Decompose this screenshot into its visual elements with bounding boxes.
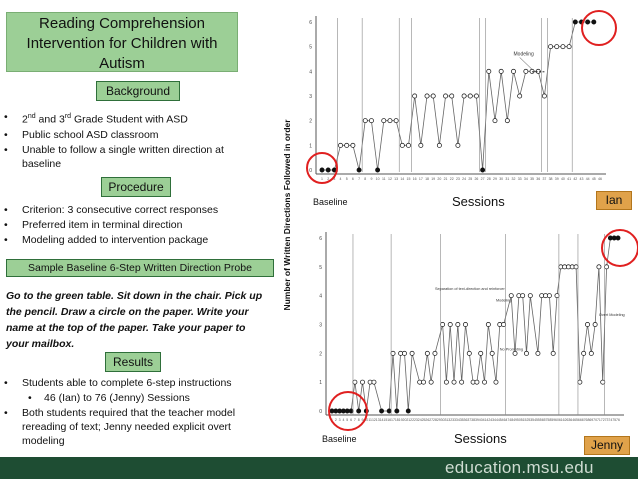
x-tick-label: 15 (406, 177, 411, 181)
x-tick-label: 35 (459, 418, 464, 422)
x-tick-label: 32 (448, 418, 453, 422)
x-tick-label: 1 (331, 418, 333, 422)
data-point (402, 351, 406, 355)
x-tick-label: 7 (358, 177, 361, 181)
x-tick-label: 22 (410, 418, 415, 422)
x-tick-label: 9 (370, 177, 373, 181)
ian-name-tag: Ian (596, 191, 632, 210)
data-point (511, 69, 515, 73)
x-tick-label: 44 (585, 177, 590, 181)
x-tick-label: 22 (449, 177, 454, 181)
data-point (592, 20, 596, 24)
y-tick-label: 2 (319, 351, 322, 358)
data-point (394, 119, 398, 123)
x-tick-label: 21 (443, 177, 448, 181)
x-tick-label: 16 (387, 418, 392, 422)
x-tick-label: 74 (608, 418, 613, 422)
x-tick-label: 23 (455, 177, 460, 181)
x-tick-label: 15 (383, 418, 388, 422)
x-tick-label: 41 (567, 177, 572, 181)
x-tick-label: 21 (406, 418, 411, 422)
procedure-item: • Preferred item in terminal direction (0, 218, 270, 232)
data-point (593, 322, 597, 326)
x-tick-label: 12 (371, 418, 376, 422)
data-point (440, 322, 444, 326)
data-point (474, 94, 478, 98)
probe-heading: Sample Baseline 6-Step Written Direction Probe (6, 259, 274, 277)
y-tick-label: 0 (309, 168, 312, 174)
data-point (345, 143, 349, 147)
x-tick-label: 5 (346, 418, 349, 422)
x-tick-label: 49 (513, 418, 517, 422)
x-tick-label: 10 (375, 177, 380, 181)
x-tick-label: 25 (468, 177, 473, 181)
x-tick-label: 36 (463, 418, 468, 422)
procedure-item: • Modeling added to intervention package (0, 233, 270, 247)
data-point (551, 351, 555, 355)
data-point (467, 351, 471, 355)
x-tick-label: 30 (440, 418, 445, 422)
data-point (530, 69, 534, 73)
x-tick-label: 17 (391, 418, 395, 422)
data-point (518, 94, 522, 98)
data-point (369, 119, 373, 123)
data-point (419, 143, 423, 147)
y-tick-label: 5 (309, 44, 312, 51)
data-point (429, 380, 433, 384)
x-tick-label: 67 (581, 418, 586, 422)
phase-annotation: Separation of text-direction and reinforcer (434, 286, 505, 291)
data-point (536, 351, 540, 355)
x-tick-label: 29 (436, 418, 441, 422)
data-point (586, 20, 590, 24)
x-tick-label: 46 (501, 418, 506, 422)
x-tick-label: 35 (530, 177, 534, 181)
x-tick-label: 56 (539, 418, 544, 422)
x-tick-label: 8 (364, 177, 367, 181)
y-tick-label: 3 (319, 322, 322, 329)
data-point (425, 351, 429, 355)
x-tick-label: 45 (591, 177, 596, 181)
data-point (450, 94, 454, 98)
x-tick-label: 9 (361, 418, 364, 422)
y-tick-label: 4 (319, 293, 322, 300)
x-tick-label: 59 (551, 418, 556, 422)
data-point (425, 94, 429, 98)
x-tick-label: 24 (417, 418, 422, 422)
x-tick-label: 24 (462, 177, 467, 181)
x-tick-label: 20 (437, 177, 442, 181)
x-tick-label: 20 (402, 418, 407, 422)
y-tick-label: 4 (309, 69, 312, 76)
x-tick-label: 45 (497, 418, 502, 422)
x-tick-label: 6 (351, 177, 354, 181)
data-point (357, 168, 361, 172)
results-heading: Results (105, 352, 161, 372)
x-tick-label: 32 (511, 177, 516, 181)
x-tick-label: 58 (547, 418, 552, 422)
x-tick-label: 2 (327, 177, 330, 181)
x-tick-label: 34 (523, 177, 528, 181)
data-point (555, 294, 559, 298)
y-tick-label: 5 (319, 264, 322, 271)
background-list (0, 110, 262, 172)
ian-mastery-highlight (582, 11, 616, 45)
data-point (482, 380, 486, 384)
x-tick-label: 27 (480, 177, 485, 181)
x-tick-label: 55 (535, 418, 540, 422)
data-point (463, 322, 467, 326)
ian-baseline-label: Baseline (313, 197, 348, 207)
x-tick-label: 41 (482, 418, 487, 422)
procedure-heading: Procedure (101, 177, 171, 197)
x-tick-label: 33 (452, 418, 456, 422)
x-tick-label: 54 (532, 418, 537, 422)
y-tick-label: 1 (309, 143, 312, 150)
data-point (395, 409, 399, 413)
x-tick-label: 73 (604, 418, 609, 422)
x-tick-label: 64 (570, 418, 575, 422)
x-tick-label: 60 (555, 418, 559, 422)
data-point (486, 322, 490, 326)
x-tick-label: 14 (400, 177, 405, 181)
data-point (582, 351, 586, 355)
x-tick-label: 31 (505, 177, 510, 181)
footer-url: education.msu.edu (445, 458, 594, 477)
x-tick-label: 4 (339, 177, 342, 181)
x-tick-label: 72 (600, 418, 605, 422)
x-tick-label: 29 (493, 177, 497, 181)
x-tick-label: 14 (379, 418, 384, 422)
x-tick-label: 71 (596, 418, 601, 422)
data-point (513, 351, 517, 355)
x-tick-label: 7 (353, 418, 356, 422)
x-tick-label: 37 (467, 418, 472, 422)
x-tick-label: 76 (616, 418, 620, 422)
ian-chart (309, 16, 606, 181)
data-point (475, 380, 479, 384)
x-tick-label: 16 (412, 177, 417, 181)
ian-sessions-label: Sessions (452, 194, 505, 209)
data-point (433, 351, 437, 355)
data-point (578, 380, 582, 384)
procedure-item: • Criterion: 3 consecutive correct responses (0, 203, 270, 217)
data-point (437, 143, 441, 147)
results-subitem: • 46 (Ian) to 76 (Jenny) Sessions (0, 391, 270, 405)
x-tick-label: 40 (560, 177, 565, 181)
x-tick-label: 70 (593, 418, 598, 422)
x-tick-label: 13 (394, 177, 399, 181)
x-tick-label: 28 (486, 177, 491, 181)
x-tick-label: 3 (338, 418, 341, 422)
x-tick-label: 66 (577, 418, 582, 422)
data-point (363, 119, 367, 123)
results-list (0, 376, 270, 449)
data-point (509, 294, 513, 298)
x-tick-label: 44 (494, 418, 498, 422)
probe-text: Go to the green table. Sit down in the chair. Pick up the pencil. Draw a circle on the paper. Write your name at the top of the paper. Take your paper to your mailbox. (6, 290, 263, 350)
x-tick-label: 6 (350, 418, 353, 422)
x-tick-label: 12 (388, 177, 392, 181)
data-point (521, 294, 525, 298)
x-tick-label: 62 (562, 418, 567, 422)
data-point (542, 94, 546, 98)
x-tick-label: 25 (421, 418, 426, 422)
data-point (456, 143, 460, 147)
data-point (400, 143, 404, 147)
data-point (360, 380, 364, 384)
data-point (604, 265, 608, 269)
x-tick-label: 43 (490, 418, 495, 422)
data-point (561, 45, 565, 49)
procedure-list (0, 203, 270, 248)
data-point (536, 69, 540, 73)
data-point (573, 20, 577, 24)
data-point (555, 45, 559, 49)
x-tick-label: 47 (505, 418, 510, 422)
x-tick-label: 65 (574, 418, 579, 422)
data-point (585, 322, 589, 326)
data-point (372, 380, 376, 384)
x-tick-label: 39 (474, 418, 479, 422)
x-tick-label: 2 (334, 418, 337, 422)
x-tick-label: 4 (342, 418, 345, 422)
x-tick-label: 40 (478, 418, 483, 422)
data-point (391, 351, 395, 355)
x-tick-label: 68 (585, 418, 590, 422)
data-point (444, 380, 448, 384)
x-tick-label: 52 (524, 418, 529, 422)
data-point (320, 168, 324, 172)
jenny-name-tag: Jenny (584, 436, 630, 455)
x-tick-label: 69 (589, 418, 594, 422)
data-point (357, 409, 361, 413)
data-point (574, 265, 578, 269)
data-point (481, 168, 485, 172)
series-line (322, 22, 594, 170)
y-tick-label: 2 (309, 118, 312, 125)
data-point (349, 409, 353, 413)
x-tick-label: 46 (598, 177, 602, 181)
x-tick-label: 63 (566, 418, 571, 422)
data-point (462, 94, 466, 98)
data-point (493, 119, 497, 123)
phase-annotation: Modeling (495, 298, 512, 303)
jenny-chart (319, 232, 624, 422)
data-point (616, 236, 620, 240)
x-tick-label: 1 (321, 177, 323, 181)
data-point (351, 143, 355, 147)
data-point (456, 322, 460, 326)
data-point (597, 265, 601, 269)
x-tick-label: 57 (543, 418, 548, 422)
x-tick-label: 43 (579, 177, 584, 181)
x-tick-label: 11 (381, 177, 386, 181)
data-point (494, 380, 498, 384)
data-point (528, 294, 532, 298)
data-point (421, 380, 425, 384)
x-tick-label: 42 (486, 418, 491, 422)
data-point (406, 143, 410, 147)
x-tick-label: 38 (548, 177, 553, 181)
modeling-annotation: Modeling (513, 51, 534, 58)
data-point (379, 409, 383, 413)
data-point (452, 380, 456, 384)
x-tick-label: 17 (418, 177, 423, 181)
x-tick-label: 36 (536, 177, 541, 181)
y-tick-label: 0 (319, 409, 322, 415)
x-tick-label: 28 (433, 418, 437, 422)
annotation-arrow (520, 57, 532, 69)
data-point (547, 294, 551, 298)
x-tick-label: 33 (517, 177, 522, 181)
x-tick-label: 53 (528, 418, 533, 422)
data-point (431, 94, 435, 98)
data-point (468, 94, 472, 98)
y-tick-label: 6 (309, 20, 312, 26)
data-point (479, 351, 483, 355)
jenny-baseline-label: Baseline (322, 434, 357, 444)
data-point (460, 380, 464, 384)
x-tick-label: 31 (444, 418, 449, 422)
x-tick-label: 39 (554, 177, 559, 181)
data-point (406, 409, 410, 413)
results-item: • Both students required that the teacher model rereading of text; Jenny needed explicit overt modeling (0, 406, 270, 448)
x-tick-label: 61 (558, 418, 563, 422)
x-tick-label: 26 (474, 177, 479, 181)
jenny-mastery-highlight (602, 230, 638, 266)
data-point (376, 168, 380, 172)
phase-annotation: No Prompting (499, 347, 524, 352)
y-axis-label: Number of Written Directions Followed in order (282, 119, 292, 311)
data-point (388, 119, 392, 123)
data-point (410, 351, 414, 355)
jenny-sessions-label: Sessions (454, 431, 507, 446)
x-tick-label: 37 (542, 177, 547, 181)
x-tick-label: 27 (429, 418, 434, 422)
charts-area (300, 0, 638, 457)
phase-annotation: Overt Modeling (598, 312, 625, 317)
y-tick-label: 3 (309, 94, 312, 100)
x-tick-label: 18 (394, 418, 399, 422)
data-point (387, 409, 391, 413)
x-tick-label: 34 (455, 418, 460, 422)
background-heading: Background (96, 81, 180, 101)
data-point (548, 45, 552, 49)
data-point (505, 119, 509, 123)
data-point (448, 322, 452, 326)
x-tick-label: 11 (368, 418, 372, 422)
x-tick-label: 51 (520, 418, 525, 422)
x-tick-label: 26 (425, 418, 430, 422)
data-point (413, 94, 417, 98)
data-point (499, 69, 503, 73)
y-tick-label: 6 (319, 236, 322, 242)
x-tick-label: 75 (612, 418, 617, 422)
x-tick-label: 23 (413, 418, 418, 422)
data-point (567, 45, 571, 49)
data-point (502, 322, 506, 326)
x-tick-label: 42 (573, 177, 578, 181)
data-point (524, 351, 528, 355)
data-point (589, 351, 593, 355)
data-point (353, 380, 357, 384)
data-point (443, 94, 447, 98)
y-tick-label: 1 (319, 380, 322, 387)
x-tick-label: 50 (516, 418, 521, 422)
background-item: • Unable to follow a single written direction at baseline (0, 143, 262, 171)
x-tick-label: 48 (509, 418, 514, 422)
page-title: Reading Comprehension Intervention for Children with Autism (26, 15, 218, 72)
x-tick-label: 30 (499, 177, 504, 181)
x-tick-label: 19 (398, 418, 403, 422)
background-item: • 2nd and 3rd Grade Student with ASD (0, 110, 262, 127)
x-tick-label: 3 (333, 177, 336, 181)
data-point (524, 69, 528, 73)
data-point (487, 69, 491, 73)
x-tick-label: 19 (431, 177, 436, 181)
data-point (490, 351, 494, 355)
data-point (382, 119, 386, 123)
data-point (326, 168, 330, 172)
x-tick-label: 10 (364, 418, 369, 422)
results-item: • Students able to complete 6-step instructions (0, 376, 270, 390)
x-tick-label: 13 (375, 418, 380, 422)
series-line (332, 238, 618, 411)
data-point (601, 380, 605, 384)
background-item: • Public school ASD classroom (0, 128, 262, 142)
x-tick-label: 8 (357, 418, 360, 422)
x-tick-label: 38 (471, 418, 476, 422)
x-tick-label: 18 (425, 177, 429, 181)
x-tick-label: 5 (345, 177, 348, 181)
data-point (338, 143, 342, 147)
